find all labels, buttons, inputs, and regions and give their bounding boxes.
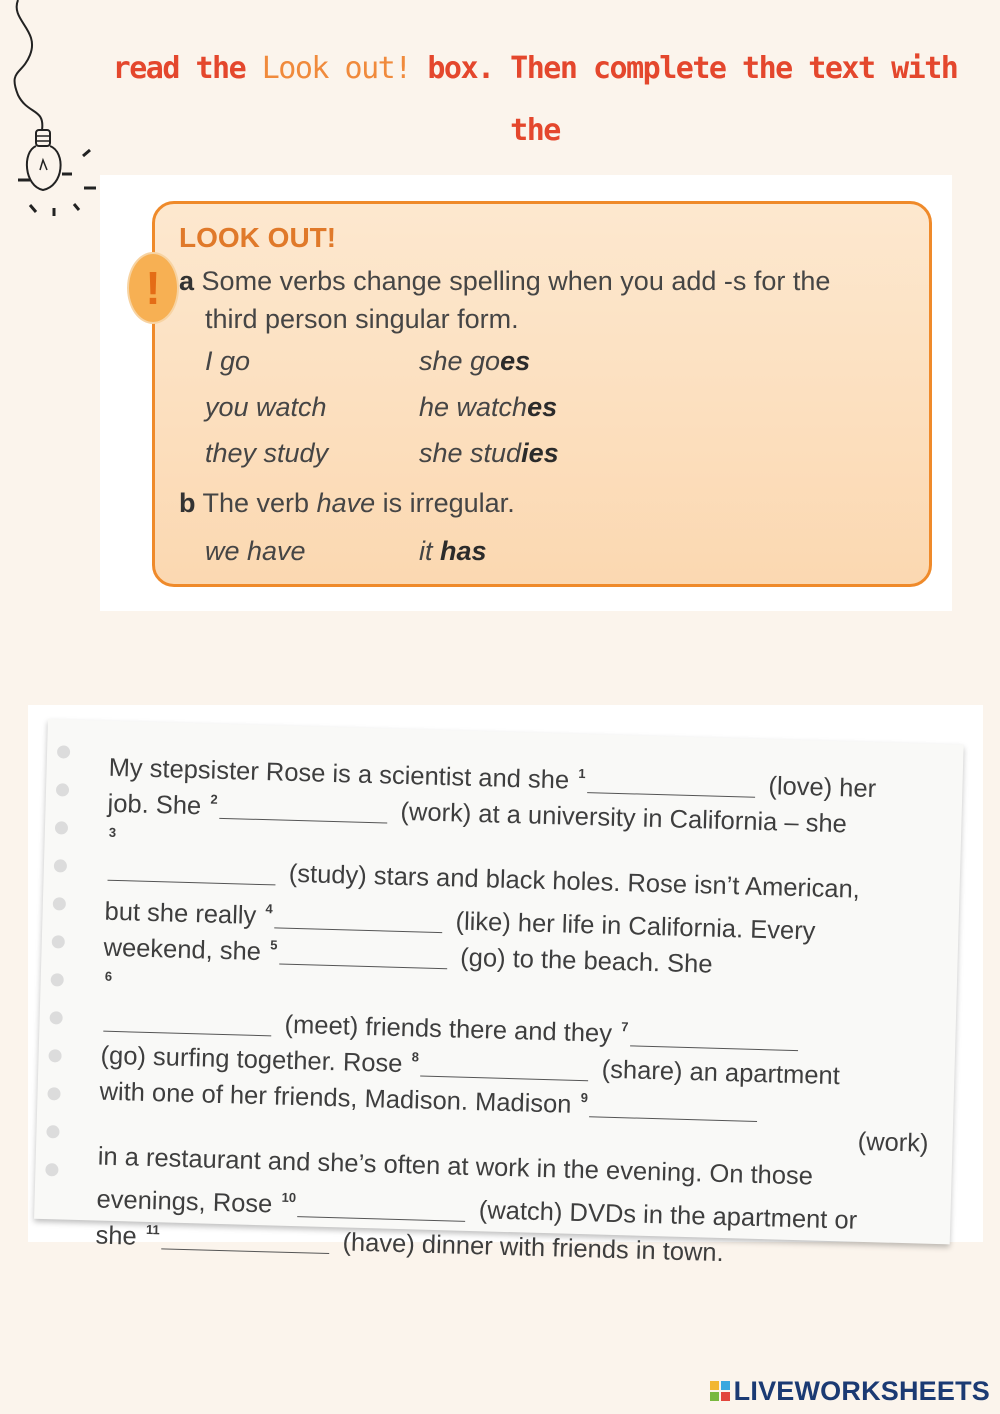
lightbulb-doodle-icon: [0, 0, 110, 230]
rule-b-text: The verb: [202, 488, 317, 518]
exercise-text-run: (go) to the beach. She: [452, 943, 713, 979]
instruction-part: read the: [112, 51, 262, 86]
exercise-text-run: but she really: [104, 897, 264, 931]
blank-number: 2: [210, 791, 218, 807]
exercise-text-run: (like) her life in California. Every: [448, 907, 816, 946]
exercise-text-run: (study) stars and black holes. Rose isn’t American,: [281, 859, 861, 904]
rule-a-line-1: Some verbs change spelling when you add -s for the: [201, 266, 831, 296]
notepad-paper: [34, 719, 964, 1268]
example-ending: has: [440, 536, 487, 566]
paper-hole: [51, 973, 64, 986]
answer-blank-cont[interactable]: [108, 860, 277, 886]
example-left: you watch: [205, 392, 327, 422]
exercise-panel: [28, 705, 983, 1268]
paper-hole: [49, 1011, 62, 1024]
rule-b-text: is irregular.: [375, 488, 515, 518]
logo-square: [721, 1381, 730, 1390]
paper-hole: [45, 1163, 58, 1176]
example-ending: es: [527, 392, 558, 422]
example-ending: ies: [521, 438, 559, 468]
exercise-text-run: (go) surfing together. Rose: [100, 1041, 410, 1079]
logo-square: [710, 1381, 719, 1390]
liveworksheets-logo: [710, 1376, 990, 1406]
exercise-text-run: (have) dinner with friends in town.: [335, 1228, 725, 1268]
rule-a-line-2: third person singular form.: [205, 304, 519, 334]
rule-b-italic: have: [316, 488, 376, 518]
exercise-text-run: (meet) friends there and they: [277, 1010, 620, 1049]
example-base: she go: [419, 346, 501, 376]
example-ending: es: [500, 346, 531, 376]
blank-number: 9: [580, 1090, 589, 1106]
example-b-left: we have: [205, 536, 306, 566]
exercise-text-run: she: [95, 1221, 145, 1251]
paper-hole: [48, 1049, 61, 1062]
lookout-box: [145, 201, 932, 587]
blank-number: 5: [270, 937, 278, 953]
example-left: I go: [205, 346, 251, 376]
exercise-text-run: (watch) DVDs in the apartment or: [471, 1196, 858, 1235]
blank-number: 6: [104, 968, 113, 984]
instruction-line-1: [110, 38, 960, 162]
exercise-text-run: in a restaurant and she’s often at work in the evening. On those: [97, 1142, 814, 1191]
exercise-text-run: (work): [857, 1127, 929, 1158]
logo-text: LIVEWORKSHEETS: [733, 1375, 990, 1406]
rule-letter: a: [179, 266, 195, 296]
example-right: [419, 438, 559, 469]
exercise-text-run: with one of her friends, Madison. Madison: [99, 1077, 579, 1119]
paper-hole: [47, 1087, 60, 1100]
rule-b: [179, 484, 515, 522]
paper-hole: [57, 745, 70, 758]
paper-hole: [56, 783, 69, 796]
exclamation-icon: [127, 252, 179, 324]
exercise-text-run: (share) an apartment: [594, 1055, 841, 1091]
blank-number: 10: [281, 1189, 297, 1206]
example-base: she stud: [419, 438, 522, 468]
example-right: [419, 346, 530, 377]
rule-letter: b: [179, 488, 196, 518]
exercise-text-run: My stepsister Rose is a scientist and she: [108, 753, 577, 795]
logo-square: [710, 1392, 719, 1401]
paper-hole: [46, 1125, 59, 1138]
logo-squares-icon: [710, 1381, 730, 1401]
example-right: [419, 392, 557, 423]
rule-a: [179, 262, 830, 300]
blank-number: 1: [578, 765, 586, 782]
exercise-text-run: (love) her: [760, 771, 877, 804]
lookout-panel: [100, 175, 952, 611]
exercise-text-run: weekend, she: [103, 933, 269, 967]
blank-number: 11: [145, 1221, 160, 1238]
example-base: he watch: [419, 392, 528, 422]
answer-blank-11[interactable]: [161, 1228, 330, 1254]
blank-number: 8: [411, 1049, 420, 1065]
paper-hole: [52, 935, 65, 948]
lookout-title: LOOK OUT!: [179, 222, 337, 253]
blank-number: 3: [108, 824, 117, 840]
paper-holes: [48, 719, 964, 745]
example-base: it: [419, 536, 441, 566]
example-left: they study: [205, 438, 329, 468]
paper-hole: [53, 897, 66, 910]
exclamation-mark: !: [145, 262, 161, 314]
logo-square: [721, 1392, 730, 1401]
exercise-text-run: (work) at a university in California – she: [393, 797, 848, 839]
exercise-text: [95, 743, 939, 1270]
exercise-text-run: evenings, Rose: [96, 1185, 280, 1219]
instruction-highlight: Look out!: [261, 51, 411, 86]
paper-hole: [55, 821, 68, 834]
blank-number: 4: [265, 901, 273, 917]
exercise-text-run: job. She: [107, 789, 209, 821]
instruction-part: box. Then complete the text with the: [410, 51, 958, 148]
example-b-right: [419, 536, 487, 567]
paper-hole: [54, 859, 67, 872]
blank-number: 7: [621, 1019, 629, 1035]
